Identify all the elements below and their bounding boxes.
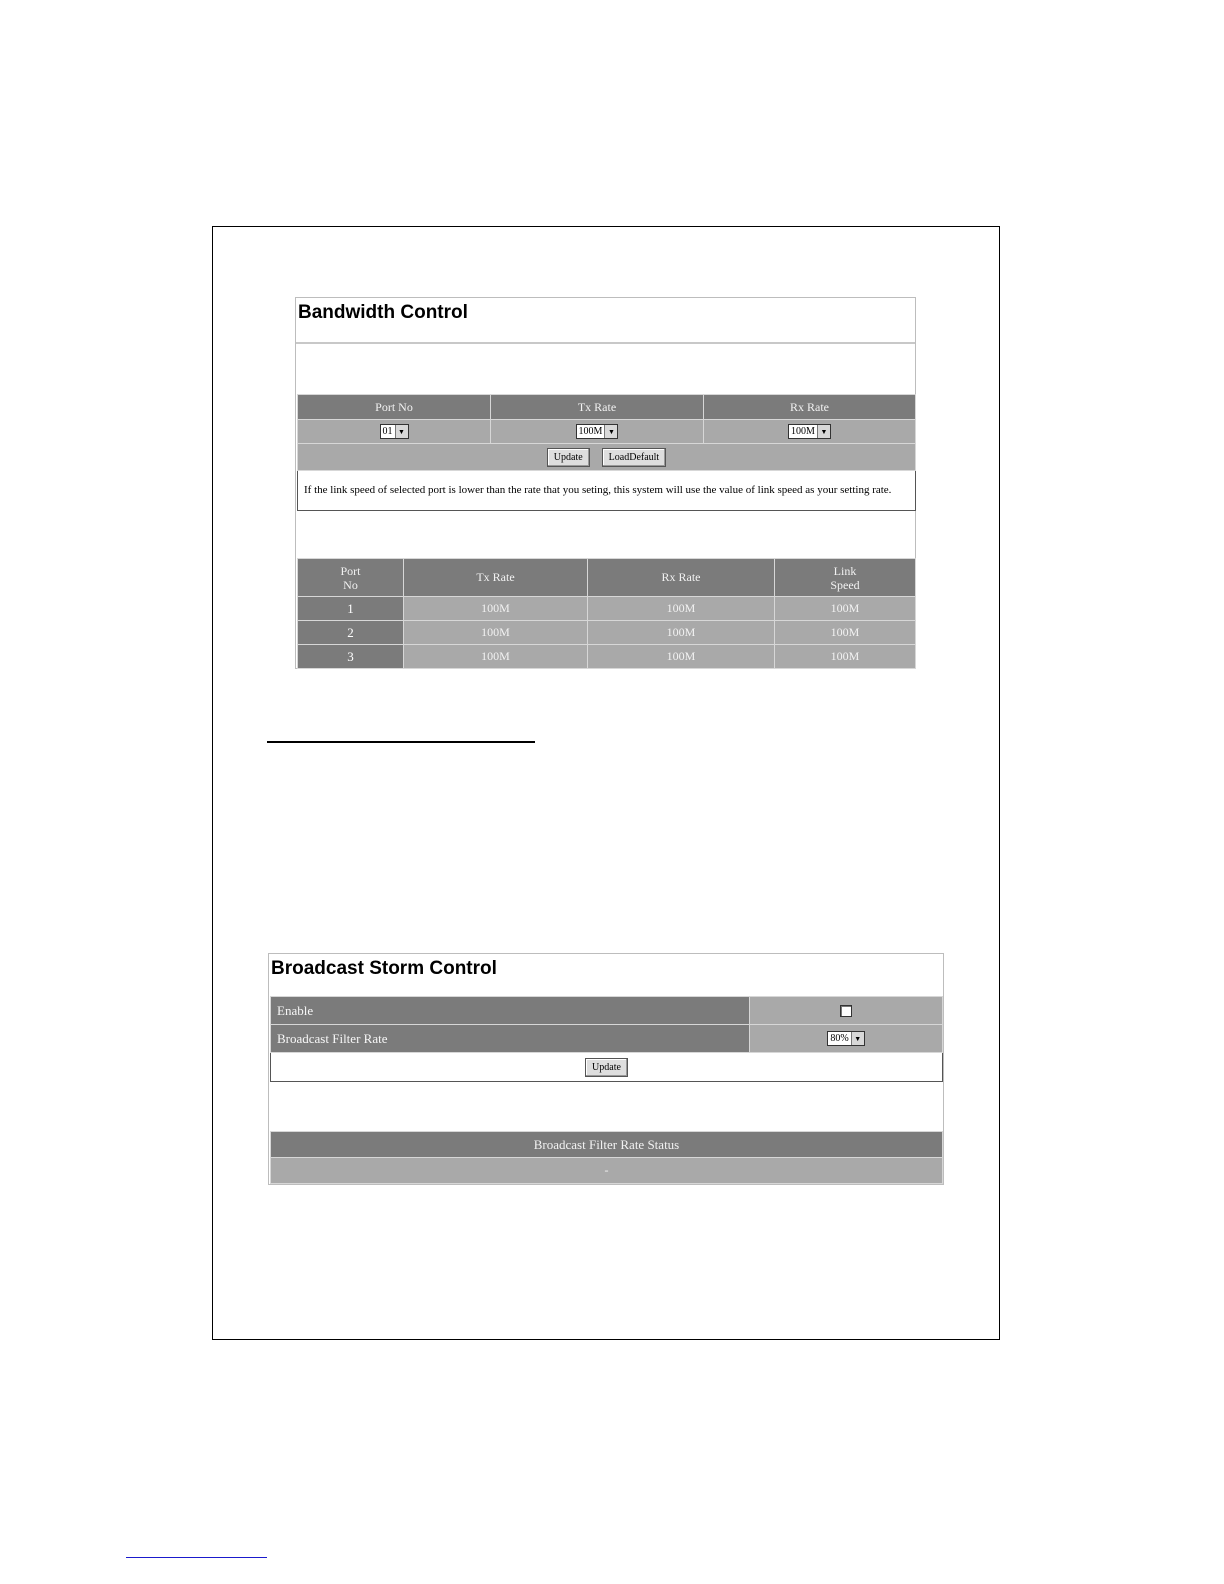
broadcast-status-table [270,1131,943,1184]
update-button[interactable]: Update [547,448,590,467]
chevron-down-icon[interactable]: ▼ [395,425,408,438]
tx-rate-value: 100M [404,621,588,645]
section-divider [267,741,535,743]
chevron-down-icon[interactable]: ▼ [604,425,617,438]
rx-select-cell [704,420,916,444]
link-speed-value: 100M [775,621,916,645]
bandwidth-control-panel [295,297,916,669]
port-no-header: Port No [298,395,491,420]
port-select-cell [298,420,491,444]
link-speed-value: 100M [775,645,916,669]
update-button[interactable]: Update [585,1058,628,1077]
tx-rate-value: 100M [404,597,588,621]
bandwidth-form-table [297,394,916,511]
broadcast-form-table [270,996,943,1082]
tx-rate-column-header: Tx Rate [404,559,588,597]
enable-cell [750,997,943,1025]
rx-rate-value: 100M [588,645,775,669]
filter-rate-status-value: - [271,1158,943,1184]
port-no-column-header: Port No [298,559,404,597]
table-row [298,597,916,621]
link-speed-note: If the link speed of selected port is lower than the rate that you seting, this system will use the value of link speed as your setting rate. [298,471,916,511]
bandwidth-status-table [297,558,916,669]
link-speed-value: 100M [775,597,916,621]
tx-rate-select[interactable]: 100M ▼ [576,424,619,439]
filter-rate-select[interactable]: 80% ▼ [827,1031,864,1046]
footer-link-underline [126,1557,267,1558]
broadcast-storm-panel [268,953,944,1185]
rx-rate-select[interactable]: 100M ▼ [788,424,831,439]
enable-checkbox[interactable] [840,1005,852,1017]
tx-rate-header: Tx Rate [491,395,704,420]
enable-label: Enable [271,997,750,1025]
link-speed-column-header: Link Speed [775,559,916,597]
update-row [271,1053,943,1082]
button-row [298,444,916,471]
tx-rate-value: 100M [404,645,588,669]
table-row [298,645,916,669]
page-title: Broadcast Storm Control [271,958,497,979]
port-select[interactable]: 01 ▼ [380,424,409,439]
port-number: 3 [298,645,404,669]
port-number: 1 [298,597,404,621]
chevron-down-icon[interactable]: ▼ [817,425,830,438]
port-number: 2 [298,621,404,645]
page-title: Bandwidth Control [298,302,468,323]
filter-rate-cell [750,1025,943,1053]
filter-rate-label: Broadcast Filter Rate [271,1025,750,1053]
load-default-button[interactable]: LoadDefault [602,448,667,467]
filter-rate-status-header: Broadcast Filter Rate Status [271,1132,943,1158]
rx-rate-column-header: Rx Rate [588,559,775,597]
tx-select-cell [491,420,704,444]
rx-rate-value: 100M [588,621,775,645]
table-row [298,621,916,645]
chevron-down-icon[interactable]: ▼ [851,1032,864,1045]
title-divider [296,342,915,344]
rx-rate-value: 100M [588,597,775,621]
rx-rate-header: Rx Rate [704,395,916,420]
